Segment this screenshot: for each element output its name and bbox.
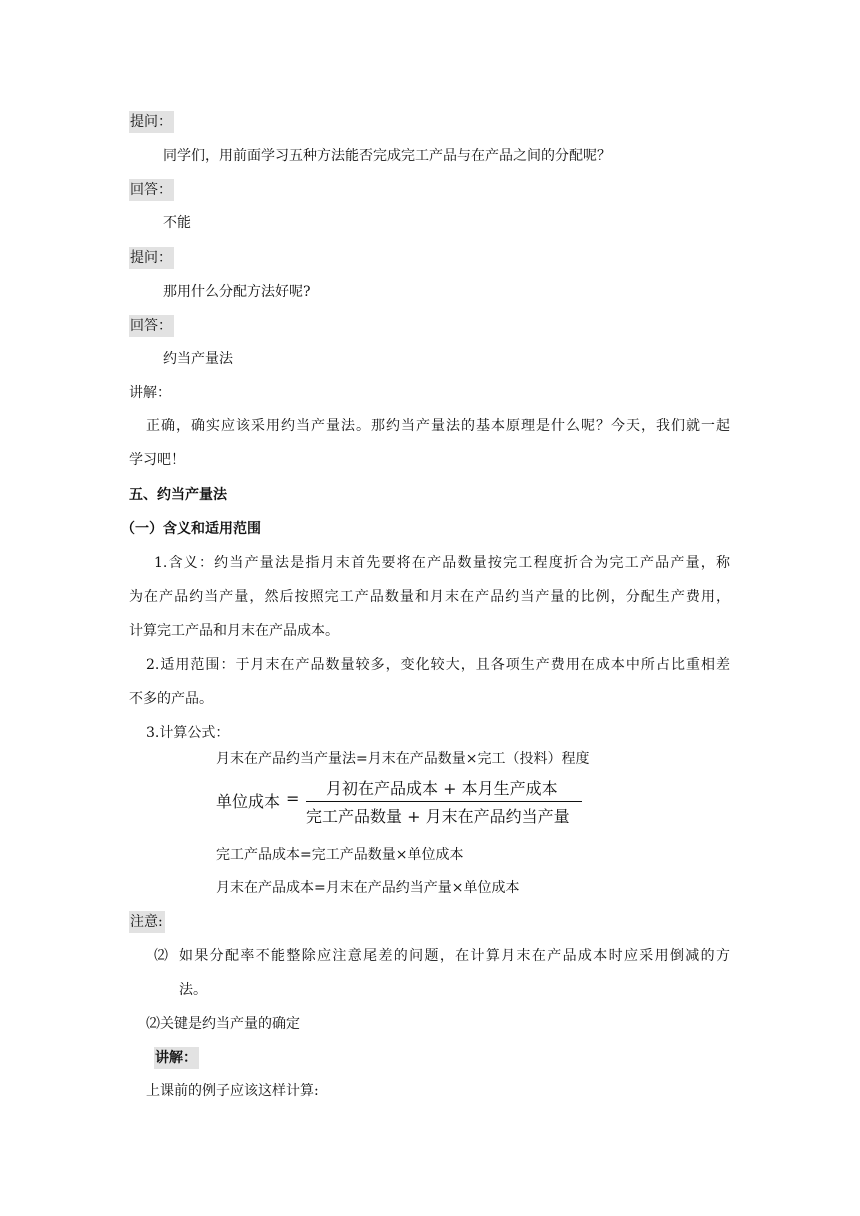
formula-finished-cost: 完工产品成本=完工产品数量×单位成本 bbox=[216, 847, 464, 863]
question-text: 同学们，用前面学习五种方法能否完成完工产品与在产品之间的分配呢？ bbox=[163, 148, 611, 164]
explanation-text: 上课前的例子应该这样计算: bbox=[146, 1083, 319, 1099]
formula-equals-sign: = bbox=[286, 789, 300, 808]
answer-label: 回答： bbox=[129, 179, 174, 201]
formula-wip-cost: 月末在产品成本=月末在产品约当产量×单位成本 bbox=[216, 880, 520, 896]
note-line: 如果分配率不能整除应注意尾差的问题，在计算月末在产品成本时应采用倒减的方 bbox=[179, 948, 730, 964]
unit-cost-formula bbox=[216, 776, 596, 826]
explanation-line: 学习吧！ bbox=[129, 452, 185, 468]
explanation-line: 正确，确实应该采用约当产量法。那约当产量法的基本原理是什么呢？今天，我们就一起 bbox=[146, 418, 730, 434]
note-label: 注意: bbox=[129, 911, 165, 933]
note-item: ⑵关键是约当产量的确定 bbox=[146, 1016, 300, 1032]
definition-line: 为在产品约当产量，然后按照完工产品数量和月末在产品约当产量的比例，分配生产费用， bbox=[129, 589, 730, 605]
question-text: 那用什么分配方法好呢? bbox=[163, 284, 311, 300]
note-line: 法。 bbox=[179, 982, 207, 998]
answer-text: 不能 bbox=[163, 215, 191, 231]
answer-label: 回答： bbox=[129, 315, 174, 337]
note-marker: ⑵ bbox=[154, 948, 168, 964]
formula-denominator: 完工产品数量 + 月末在产品约当产量 bbox=[306, 807, 570, 826]
explanation-label: 讲解： bbox=[129, 385, 171, 401]
section-title: 五、约当产量法 bbox=[129, 487, 227, 503]
fraction-bar bbox=[306, 801, 582, 802]
definition-line: 1.含义：约当产量法是指月末首先要将在产品数量按完工程度折合为完工产品产量，称 bbox=[154, 555, 730, 571]
formula-heading: 3.计算公式： bbox=[146, 725, 230, 741]
scope-line: 2.适用范围：于月末在产品数量较多，变化较大，且各项生产费用在成本中所占比重相差 bbox=[146, 657, 730, 673]
formula-equivalent-output: 月末在产品约当产量法=月末在产品数量×完工（投料）程度 bbox=[216, 751, 590, 767]
scope-line: 不多的产品。 bbox=[129, 691, 213, 707]
definition-line: 计算完工产品和月末在产品成本。 bbox=[129, 623, 339, 639]
formula-lhs: 单位成本 bbox=[216, 792, 281, 811]
formula-numerator: 月初在产品成本 + 本月生产成本 bbox=[326, 779, 558, 798]
subsection-title: （一）含义和适用范围 bbox=[121, 521, 261, 537]
question-label: 提问： bbox=[129, 111, 174, 133]
answer-text: 约当产量法 bbox=[163, 351, 233, 367]
explanation-label: 讲解： bbox=[154, 1047, 199, 1069]
question-label: 提问： bbox=[129, 247, 174, 269]
